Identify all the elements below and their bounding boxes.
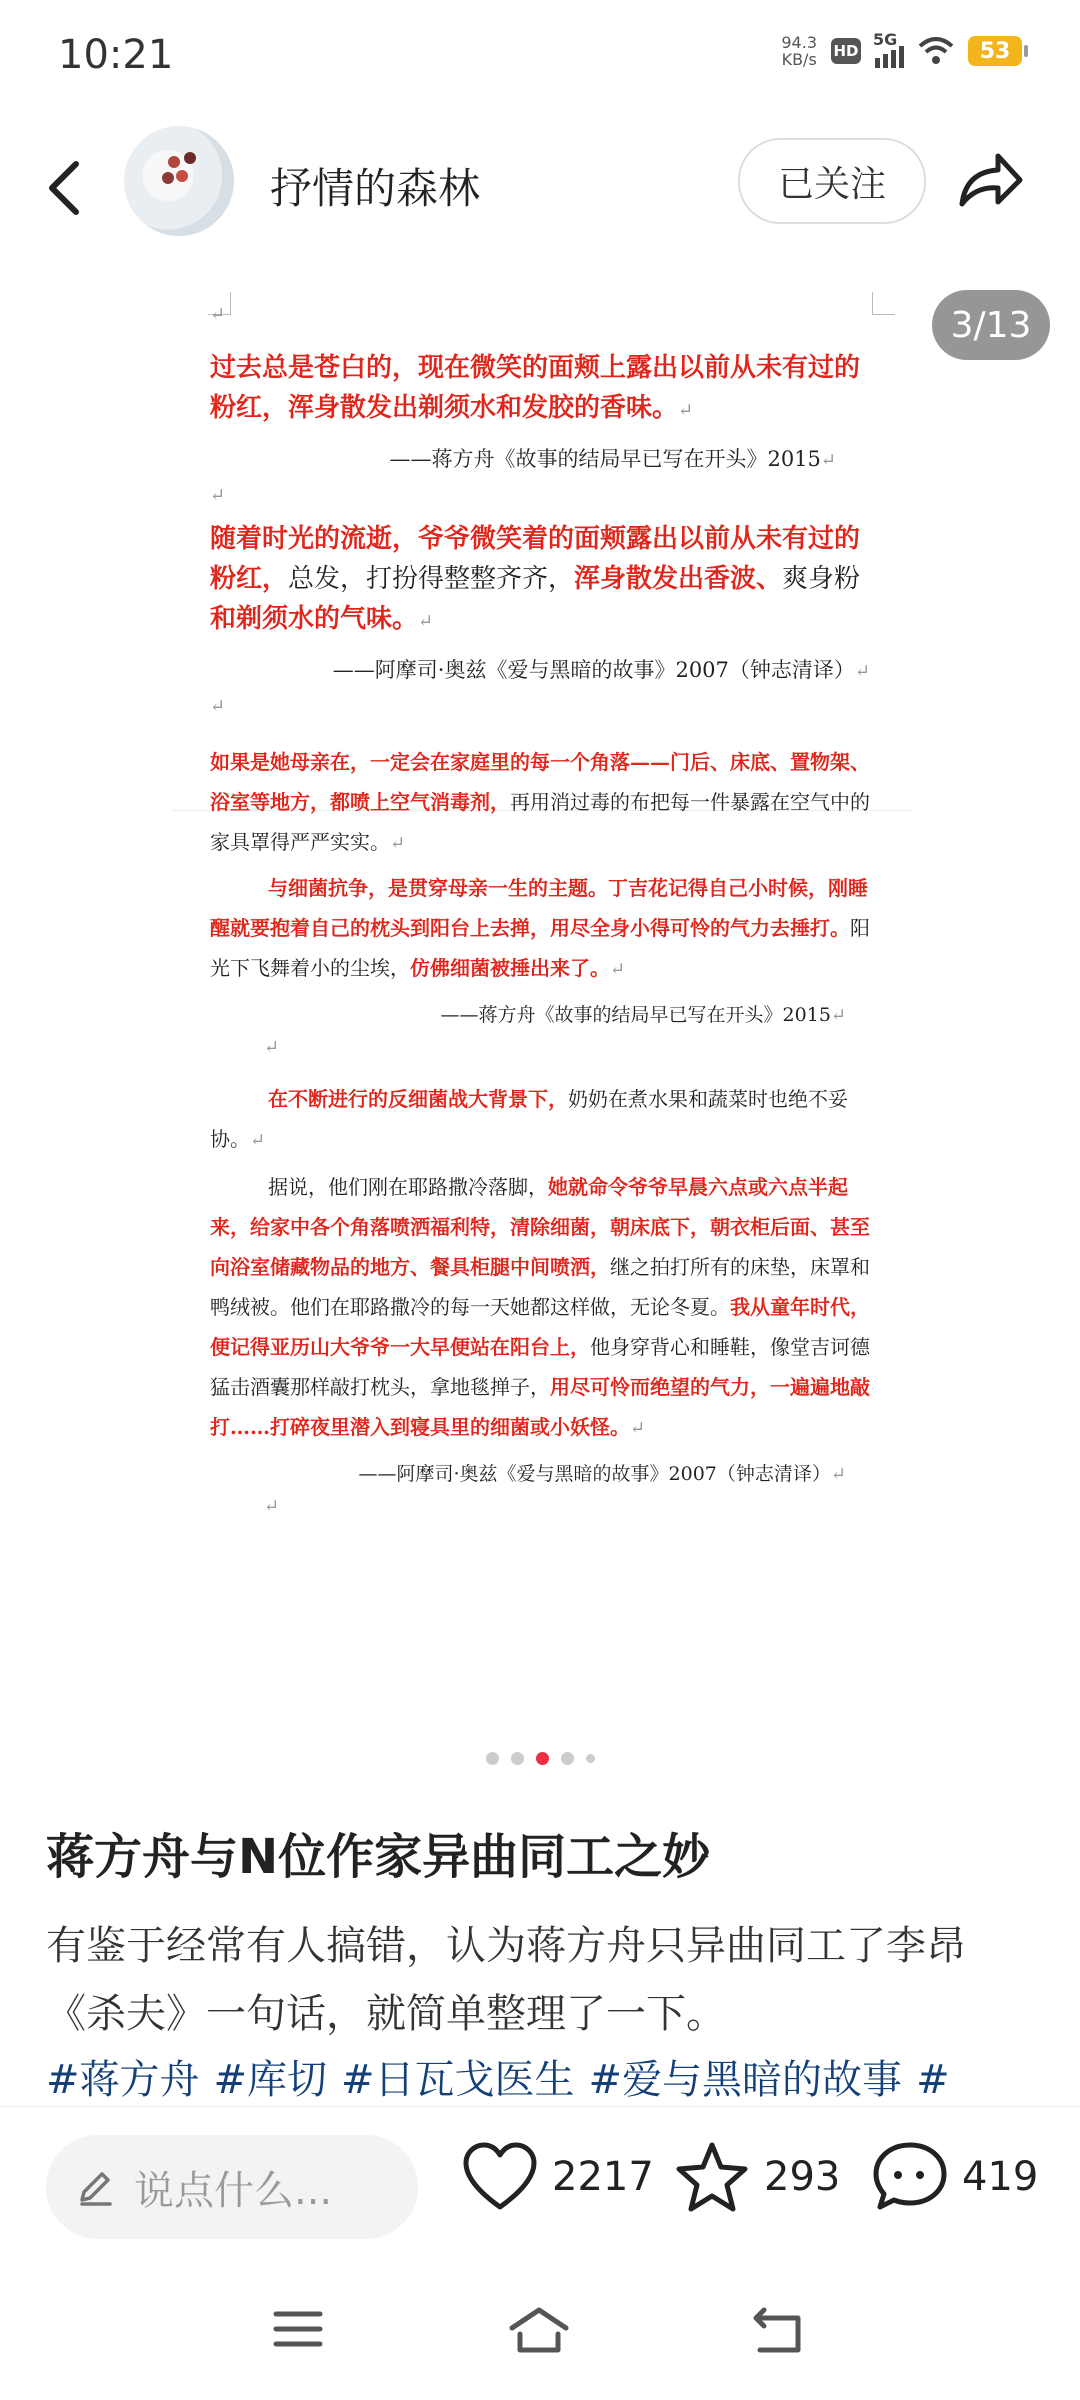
post-header (0, 116, 1080, 263)
image-counter: 3/13 (932, 290, 1050, 360)
like-count: 2217 (552, 2154, 654, 2200)
like-button[interactable] (462, 2141, 654, 2213)
comment-placeholder: 说点什么... (134, 2167, 333, 2214)
battery-icon: 53 (968, 36, 1022, 66)
share-icon[interactable] (952, 146, 1028, 216)
home-icon[interactable] (508, 2306, 570, 2354)
quote-paragraph: 随着时光的流逝，爷爷微笑着的面颊露出以前从未有过的粉红，总发，打扮得整整齐齐，浑身散发出香波、爽身粉和剃须水的气味。↵ (210, 524, 861, 634)
author-name[interactable]: 抒情的森林 (270, 164, 481, 213)
quote-paragraph: 在不断进行的反细菌战大背景下，奶奶在煮水果和蔬菜时也绝不妥协。↵ (210, 1087, 848, 1151)
quote-paragraph: 与细菌抗争，是贯穿母亲一生的主题。丁吉花记得自己小时候，刚睡醒就要抱着自己的枕头到阳台上去掸，用尽全身小得可怜的气力去捶打。阳光下飞舞着小的尘埃，仿佛细菌被捶出来了。↵ (210, 876, 870, 980)
image-carousel[interactable] (0, 262, 1080, 1762)
status-time: 10:21 (58, 32, 174, 78)
carousel-dot (511, 1752, 524, 1765)
status-icons (781, 30, 1022, 69)
comment-count: 419 (962, 2154, 1039, 2200)
quote-paragraph: 据说，他们刚在耶路撒冷落脚，她就命令爷爷早晨六点或六点半起来，给家中各个角落喷洒福利特，清除细菌，朝床底下，朝衣柜后面、甚至向浴室储藏物品的地方、餐具柜腿中间喷洒，继之拍打所有的床垫，床罩和鸭绒被。他们在耶路撒冷的每一天她都这样做，无论冬夏。我从童年时代，便记得亚历山大爷爷一大早便站在阳台上，他身穿背心和睡鞋，像堂吉诃德猛击酒囊那样敲打枕头，拿地毯掸子，用尽可怜而绝望的气力，一遍遍地敲打……打碎夜里潜入到寝具里的细菌或小妖怪。↵ (210, 1175, 870, 1439)
menu-icon[interactable] (272, 2306, 324, 2352)
post-title: 蒋方舟与N位作家异曲同工之妙 (46, 1829, 711, 1885)
carousel-dot (561, 1752, 574, 1765)
paragraph-mark: ↵ (264, 1496, 280, 1517)
network-speed: 94.3 KB/s (781, 33, 817, 69)
comment-icon (872, 2141, 948, 2213)
quote-paragraph: 如果是她母亲在，一定会在家庭里的每一个角落——门后、床底、置物架、浴室等地方，都喷上空气消毒剂，再用消过毒的布把每一件暴露在空气中的家具罩得严严实实。↵ (210, 750, 870, 854)
comment-input[interactable] (46, 2135, 418, 2239)
follow-button[interactable]: 已关注 (738, 138, 926, 224)
tag-link[interactable]: #爱与黑暗的故事 (588, 2057, 903, 2103)
status-bar (0, 0, 1080, 116)
carousel-dot (486, 1752, 499, 1765)
carousel-indicator (0, 1752, 1080, 1765)
wifi-icon (918, 36, 954, 66)
action-bar (0, 2106, 1080, 2267)
hd-icon: HD (831, 38, 861, 64)
paragraph-mark: ↵ (210, 696, 226, 717)
back-icon[interactable] (36, 152, 96, 224)
post-body: 有鉴于经常有人搞错，认为蒋方舟只异曲同工了李昂《杀夫》一句话，就简单整理了一下。 (46, 1923, 966, 2037)
tag-link[interactable]: #库切 (213, 2057, 328, 2103)
heart-icon (462, 2141, 538, 2213)
post-tags (46, 2048, 1046, 2105)
tag-link[interactable]: # (916, 2057, 950, 2103)
paragraph-mark: ↵ (210, 304, 226, 325)
quote-citation: ——阿摩司·奥兹《爱与黑暗的故事》2007（钟志清译）↵ (358, 1463, 846, 1485)
quote-citation: ——蒋方舟《故事的结局早已写在开头》2015↵ (440, 1004, 846, 1026)
carousel-dot-active (536, 1752, 549, 1765)
star-count: 293 (764, 2154, 841, 2200)
document-image (210, 298, 870, 1517)
comments-button[interactable] (872, 2141, 1038, 2213)
return-icon[interactable] (752, 2306, 806, 2354)
quote-citation: ——阿摩司·奥兹《爱与黑暗的故事》2007（钟志清译）↵ (332, 658, 870, 682)
paragraph-mark: ↵ (210, 485, 226, 506)
tag-link[interactable]: #日瓦戈医生 (341, 2057, 575, 2103)
carousel-dot (586, 1754, 595, 1763)
star-button[interactable] (674, 2141, 840, 2213)
quote-paragraph: 过去总是苍白的，现在微笑的面颊上露出以前从未有过的粉红，浑身散发出剃须水和发胶的香味。↵ (210, 353, 861, 423)
avatar[interactable] (124, 126, 234, 236)
signal-icon: 5G (875, 34, 904, 68)
quote-citation: ——蒋方舟《故事的结局早已写在开头》2015↵ (389, 447, 836, 471)
edit-icon (74, 2166, 116, 2208)
tag-link[interactable]: #蒋方舟 (46, 2057, 200, 2103)
star-icon (674, 2141, 750, 2213)
system-nav-bar (0, 2266, 1080, 2400)
doc-corner-mark (872, 292, 895, 315)
paragraph-mark: ↵ (264, 1037, 280, 1058)
